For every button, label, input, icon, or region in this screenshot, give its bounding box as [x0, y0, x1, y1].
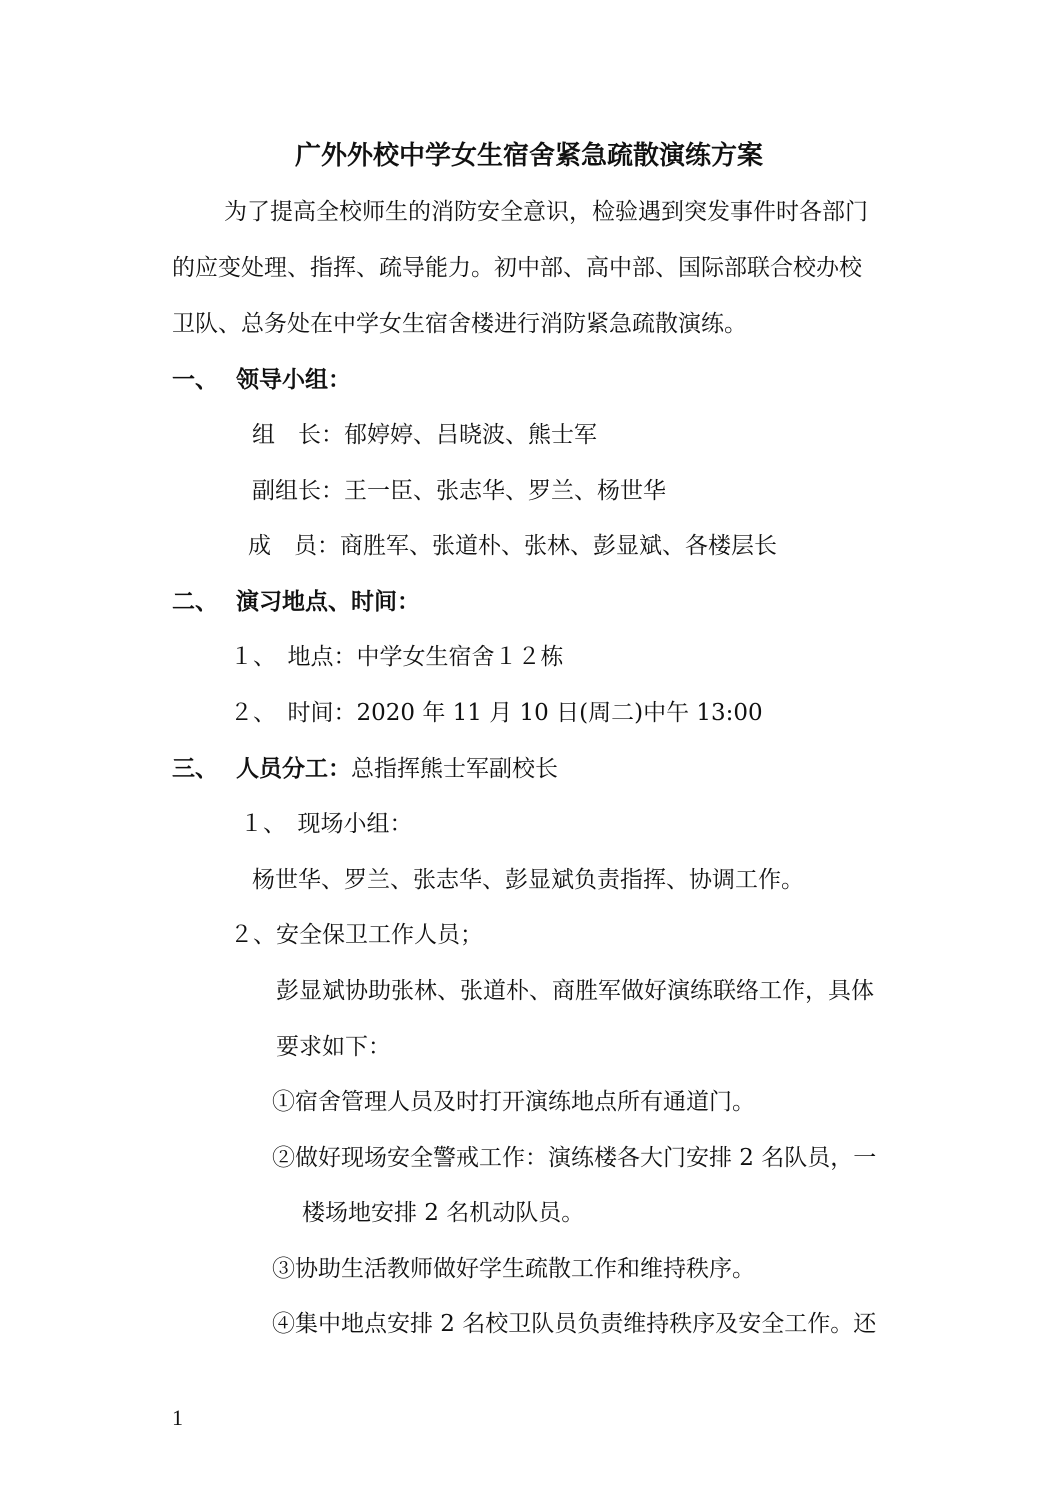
sub1-body: 杨世华、罗兰、张志华、彭显斌负责指挥、协调工作。 — [252, 867, 804, 893]
section-3-heading-rest: 总指挥熊士军副校长 — [351, 756, 558, 782]
section-1-heading: 领导小组： — [236, 366, 351, 393]
intro-line-2: 的应变处理、指挥、疏导能力。初中部、高中部、国际部联合校办校 — [172, 255, 862, 281]
section-3-heading: 人员分工： — [236, 755, 351, 782]
page-number: 1 — [172, 1405, 183, 1430]
document-title: 广外外校中学女生宿舍紧急疏散演练方案 — [294, 141, 763, 171]
section-2-heading: 演习地点、时间： — [236, 588, 420, 615]
section-3-number: 三、 — [172, 755, 218, 782]
place-line: １、 地点：中学女生宿舍１２栋 — [230, 644, 564, 670]
item-3: ③协助生活教师做好学生疏散工作和维持秩序。 — [272, 1256, 755, 1282]
section-2-number: 二、 — [172, 588, 218, 615]
item-4: ④集中地点安排 2 名校卫队员负责维持秩序及安全工作。还 — [272, 1311, 877, 1337]
item-2-line-2: 楼场地安排 2 名机动队员。 — [302, 1200, 585, 1226]
sub2-title: ２、安全保卫工作人员； — [230, 922, 483, 948]
item-2-line-1: ②做好现场安全警戒工作：演练楼各大门安排 2 名队员，一 — [272, 1145, 877, 1171]
time-line: ２、 时间：2020 年 11 月 10 日(周二)中午 13:00 — [230, 700, 763, 726]
members-line: 成 员：商胜军、张道朴、张林、彭显斌、各楼层长 — [248, 533, 777, 559]
deputy-line: 副组长：王一臣、张志华、罗兰、杨世华 — [252, 478, 666, 504]
section-3-heading-line — [236, 753, 558, 785]
intro-line-3: 卫队、总务处在中学女生宿舍楼进行消防紧急疏散演练。 — [172, 311, 747, 337]
leader-line: 组 长：郁婷婷、吕晓波、熊士军 — [252, 422, 597, 448]
intro-line-1: 为了提高全校师生的消防安全意识，检验遇到突发事件时各部门 — [224, 199, 868, 225]
item-1: ①宿舍管理人员及时打开演练地点所有通道门。 — [272, 1089, 755, 1115]
sub1-title: １、 现场小组： — [240, 811, 413, 837]
section-1-number: 一、 — [172, 366, 218, 393]
sub2-body-line-2: 要求如下： — [276, 1034, 391, 1060]
sub2-body-line-1: 彭显斌协助张林、张道朴、商胜军做好演练联络工作，具体 — [276, 978, 874, 1004]
